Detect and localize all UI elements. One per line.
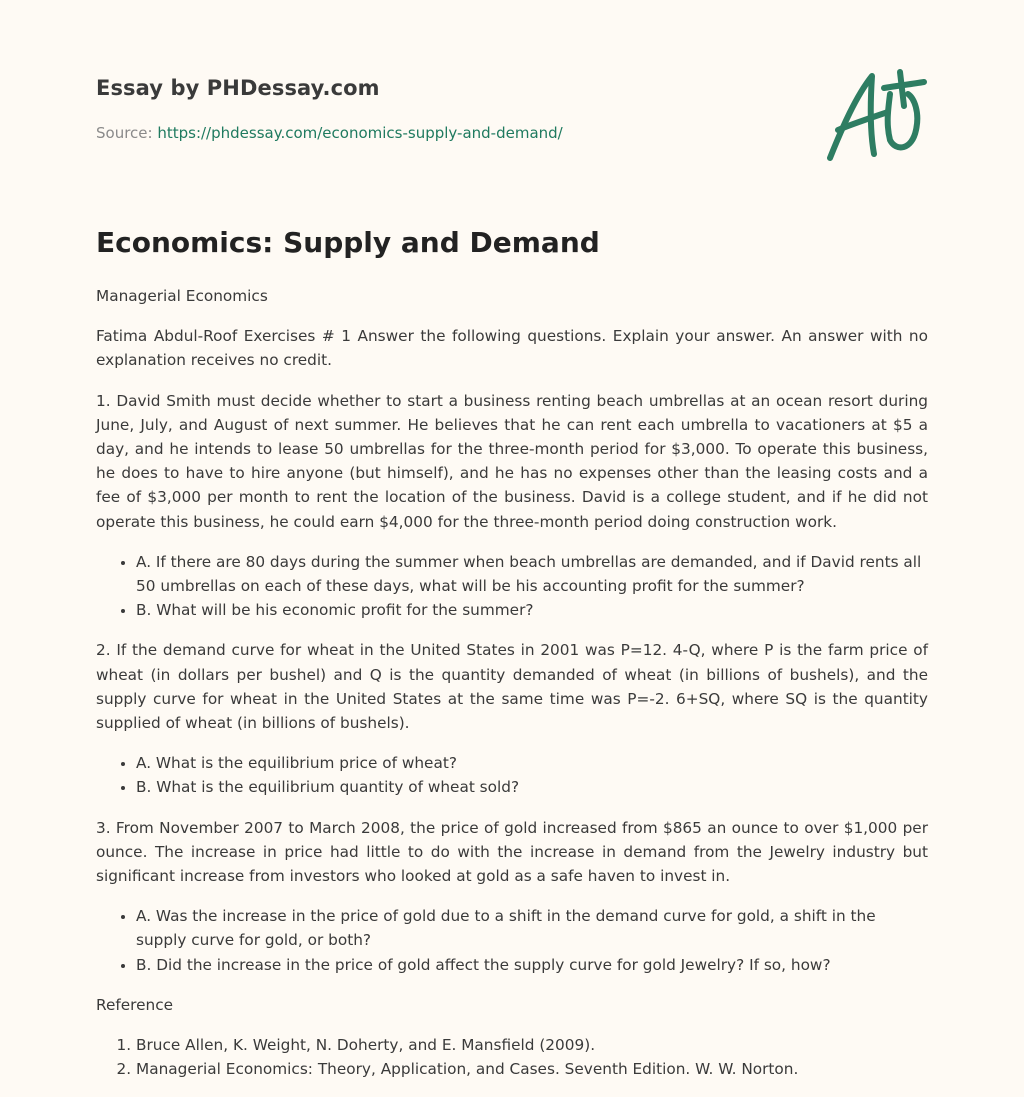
source-link[interactable]: https://phdessay.com/economics-supply-and-demand/ [157, 124, 563, 142]
source-line [96, 124, 563, 142]
question-3-list [96, 904, 928, 977]
question-3: 3. From November 2007 to March 2008, the price of gold increased from $865 an ounce to over $1,000 per ounce. The increase in price had little to do with the increase in demand from the Jewelry industry but significant increase from investors who looked at gold as a safe haven to invest in. [96, 818, 928, 886]
page-header [96, 0, 928, 259]
list-item: • B. What will be his economic profit for the summer? [136, 598, 928, 622]
question-1: 1. David Smith must decide whether to start a business renting beach umbrellas at an ocean resort during June, July, and August of next summer. He believes that he can rent each umbrella to vacationers at $5 a day, and he intends to lease 50 umbrellas for the three-month period for $3,000. To operate this business, he does to have to hire anyone (but himself), and he has no expenses other than the leasing costs and a fee of $3,000 per month to rent the location of the business. David is a college student, and if he did not operate this business, he could earn $4,000 for the three-month period doing construction work. [96, 391, 928, 531]
essay-body [96, 284, 928, 1097]
essay-title: Economics: Supply and Demand [96, 226, 600, 259]
reference-item: 2. Managerial Economics: Theory, Application, and Cases. Seventh Edition. W. W. Norton. [136, 1057, 928, 1081]
list-item: • A. Was the increase in the price of gold due to a shift in the demand curve for gold, a shift in the supply curve for gold, or both? [136, 904, 928, 952]
reference-heading: Reference [96, 995, 174, 1014]
a-plus-logo-icon [824, 66, 928, 166]
reference-list [96, 1033, 928, 1081]
list-item: • A. What is the equilibrium price of wheat? [136, 751, 928, 775]
question-1-list [96, 550, 928, 623]
list-item: • B. What is the equilibrium quantity of wheat sold? [136, 775, 928, 799]
question-2: 2. If the demand curve for wheat in the United States in 2001 was P=12. 4-Q, where P is the farm price of wheat (in dollars per bushel) and Q is the quantity demanded of wheat (in billions of bushels), and the supply curve for wheat in the United States at the same time was P=-2. 6+SQ, where SQ is the quantity supplied of wheat (in billions of bushels). [96, 641, 928, 733]
site-title: Essay by PHDessay.com [96, 76, 380, 100]
list-item: • B. Did the increase in the price of gold affect the supply curve for gold Jewelry? If so, how? [136, 953, 928, 977]
reference-item: 1. Bruce Allen, K. Weight, N. Doherty, and E. Mansfield (2009). [136, 1033, 928, 1057]
intro-line: Managerial Economics [96, 287, 268, 305]
instructions-paragraph: Fatima Abdul-Roof Exercises # 1 Answer the following questions. Explain your answer. An answer with no explanation receives no credit. [96, 327, 928, 370]
list-item: • A. If there are 80 days during the summer when beach umbrellas are demanded, and if David rents all 50 umbrellas on each of these days, what will be his accounting profit for the summer? [136, 550, 928, 598]
question-2-list [96, 751, 928, 799]
page [96, 0, 928, 1079]
source-label: Source: [96, 124, 158, 142]
